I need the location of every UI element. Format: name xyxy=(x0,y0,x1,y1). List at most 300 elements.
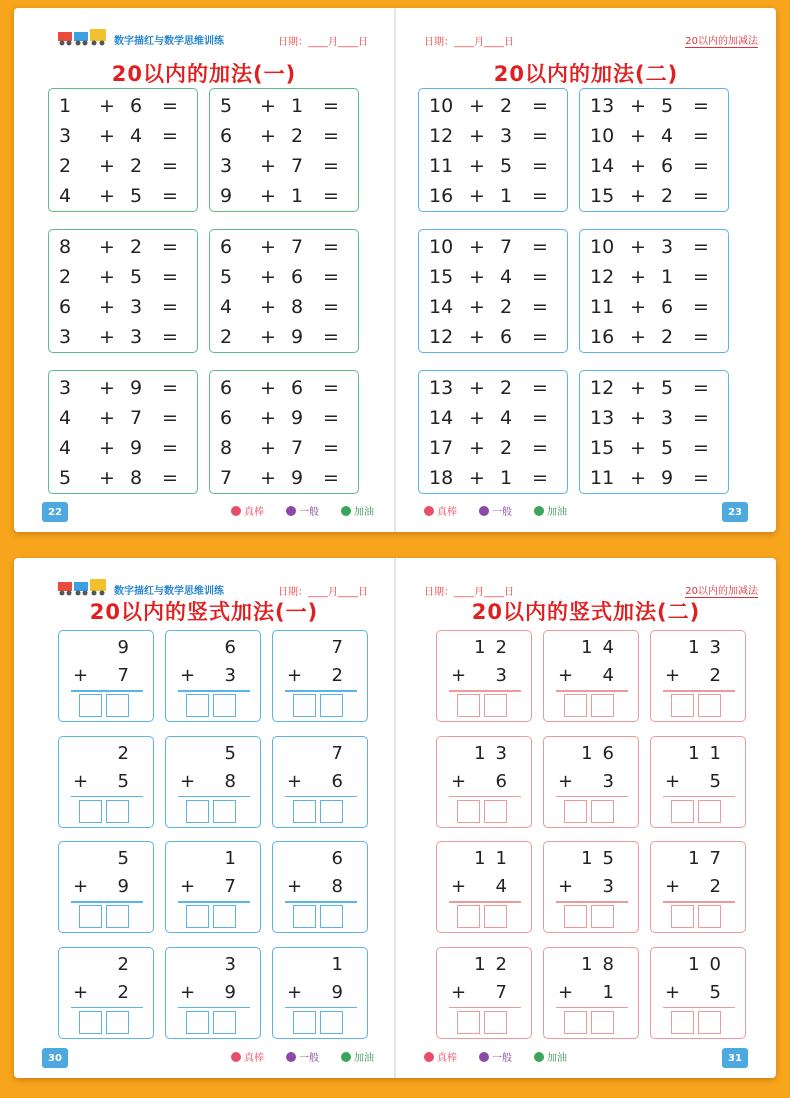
equation[interactable] xyxy=(59,403,185,433)
sum-line xyxy=(663,901,735,903)
exercise-box xyxy=(48,370,198,494)
equation[interactable] xyxy=(590,373,716,403)
page-footer xyxy=(14,1046,394,1068)
operand-b: 6 xyxy=(290,377,304,399)
answer-box[interactable] xyxy=(320,1011,343,1034)
operator: + xyxy=(99,377,115,399)
page-footer xyxy=(396,1046,776,1068)
equation[interactable] xyxy=(429,91,555,121)
rating-ok[interactable] xyxy=(286,503,319,518)
top-number: 6 xyxy=(224,637,246,658)
exercise-box xyxy=(579,229,729,353)
exercise-box xyxy=(418,370,568,494)
rating-cheer[interactable] xyxy=(534,1049,567,1064)
vertical-problem xyxy=(165,947,261,1039)
answer-box[interactable] xyxy=(484,905,507,928)
answer-box[interactable] xyxy=(186,800,209,823)
operand-b: 3 xyxy=(660,407,674,429)
operator: + xyxy=(99,95,115,117)
equation[interactable] xyxy=(590,403,716,433)
bottom-number: 9 xyxy=(331,981,353,1003)
sum-line xyxy=(663,1007,735,1009)
equals-sign: = xyxy=(323,266,339,288)
sum-line xyxy=(556,901,628,903)
top-number: 14 xyxy=(581,637,624,658)
operand-b: 4 xyxy=(499,266,513,288)
equals-sign: = xyxy=(693,236,709,258)
vertical-problem xyxy=(650,841,746,933)
operand-b: 2 xyxy=(660,185,674,207)
equals-sign: = xyxy=(532,266,548,288)
operator: + xyxy=(260,296,276,318)
answer-box[interactable] xyxy=(79,1011,102,1034)
operand-b: 1 xyxy=(290,95,304,117)
rating-cheer[interactable] xyxy=(341,503,374,518)
rating-label: 一般 xyxy=(492,1053,512,1064)
answer-box[interactable] xyxy=(106,905,129,928)
broccoli-icon xyxy=(341,1052,351,1062)
operator: + xyxy=(630,125,646,147)
answer-box[interactable] xyxy=(564,694,587,717)
answer-box[interactable] xyxy=(564,1011,587,1034)
rating-great[interactable] xyxy=(231,503,264,518)
equation[interactable] xyxy=(590,151,716,181)
equals-sign: = xyxy=(323,407,339,429)
equation[interactable] xyxy=(220,232,346,262)
series-title: 数字描红与数学思维训练 xyxy=(114,586,224,597)
equation[interactable] xyxy=(429,433,555,463)
date-field: 日期：____月____日 xyxy=(424,587,514,598)
answer-box[interactable] xyxy=(106,1011,129,1034)
equals-sign: = xyxy=(693,407,709,429)
vertical-problem xyxy=(58,736,154,828)
equals-sign: = xyxy=(532,326,548,348)
flower-icon xyxy=(231,506,241,516)
operator: + xyxy=(99,407,115,429)
grape-icon xyxy=(286,1052,296,1062)
answer-box[interactable] xyxy=(671,694,694,717)
vertical-problem xyxy=(650,630,746,722)
equals-sign: = xyxy=(162,437,178,459)
rating-ok[interactable] xyxy=(479,1049,512,1064)
page-title: 20以内的竖式加法(一) xyxy=(89,600,319,624)
rating-great[interactable] xyxy=(424,503,457,518)
operand-b: 3 xyxy=(129,326,143,348)
sum-line xyxy=(663,796,735,798)
operator: + xyxy=(469,296,485,318)
answer-box[interactable] xyxy=(671,1011,694,1034)
equals-sign: = xyxy=(532,95,548,117)
exercise-box xyxy=(418,229,568,353)
operator: + xyxy=(469,236,485,258)
top-number: 16 xyxy=(581,742,624,764)
answer-box[interactable] xyxy=(564,905,587,928)
answer-box[interactable] xyxy=(671,905,694,928)
equals-sign: = xyxy=(693,296,709,318)
sum-line xyxy=(663,690,735,692)
bottom-number: 8 xyxy=(331,876,353,897)
sum-line xyxy=(449,1007,521,1009)
operand-b: 3 xyxy=(129,296,143,318)
equals-sign: = xyxy=(693,185,709,207)
equation[interactable] xyxy=(590,292,716,322)
equals-sign: = xyxy=(162,326,178,348)
operator: + xyxy=(630,326,646,348)
operand-b: 5 xyxy=(660,95,674,117)
operand-a: 14 xyxy=(590,155,615,177)
sum-line xyxy=(285,690,357,692)
equation[interactable] xyxy=(429,463,555,493)
operator: + xyxy=(260,155,276,177)
equation[interactable] xyxy=(220,373,346,403)
equals-sign: = xyxy=(532,155,548,177)
vertical-problem xyxy=(543,841,639,933)
operand-b: 4 xyxy=(660,125,674,147)
operand-a: 11 xyxy=(429,155,454,177)
equation[interactable] xyxy=(429,373,555,403)
bottom-number: 4 xyxy=(495,876,517,897)
operand-a: 8 xyxy=(220,437,233,459)
flower-icon xyxy=(231,1052,241,1062)
exercise-box xyxy=(579,88,729,212)
equation[interactable] xyxy=(429,232,555,262)
operand-a: 5 xyxy=(59,467,72,489)
equation[interactable] xyxy=(220,433,346,463)
page-header xyxy=(14,24,394,48)
plus-sign: + xyxy=(558,665,574,686)
operand-a: 12 xyxy=(429,125,454,147)
answer-box[interactable] xyxy=(484,694,507,717)
equation[interactable] xyxy=(590,262,716,292)
bottom-number: 4 xyxy=(602,665,624,686)
sum-line xyxy=(71,1007,143,1009)
broccoli-icon xyxy=(534,1052,544,1062)
equation[interactable] xyxy=(429,262,555,292)
equals-sign: = xyxy=(532,296,548,318)
bottom-spread xyxy=(14,558,776,1078)
top-number: 18 xyxy=(581,953,624,975)
plus-sign: + xyxy=(180,770,196,792)
vertical-problem xyxy=(165,630,261,722)
operand-b: 1 xyxy=(660,266,674,288)
operand-b: 9 xyxy=(129,437,143,459)
operand-a: 6 xyxy=(220,377,233,399)
page-title: 20以内的加法(一) xyxy=(111,62,297,86)
equation[interactable] xyxy=(590,433,716,463)
equation[interactable] xyxy=(59,181,185,211)
answer-box[interactable] xyxy=(186,1011,209,1034)
page-31 xyxy=(396,558,776,1078)
answer-box[interactable] xyxy=(293,800,316,823)
operand-b: 7 xyxy=(290,236,304,258)
equation[interactable] xyxy=(590,91,716,121)
bottom-number: 5 xyxy=(117,770,139,792)
equation[interactable] xyxy=(429,403,555,433)
operand-b: 1 xyxy=(290,185,304,207)
equation[interactable] xyxy=(429,322,555,352)
equals-sign: = xyxy=(323,95,339,117)
rating-label: 加油 xyxy=(547,1053,567,1064)
operand-b: 2 xyxy=(129,155,143,177)
answer-box[interactable] xyxy=(457,800,480,823)
equals-sign: = xyxy=(532,407,548,429)
date-field: 日期：____月____日 xyxy=(424,37,514,48)
rating-label: 真棒 xyxy=(244,1053,264,1064)
operand-a: 3 xyxy=(59,125,72,147)
rating-legend xyxy=(424,503,567,518)
top-number: 3 xyxy=(224,953,246,975)
equation[interactable] xyxy=(59,463,185,493)
equation[interactable] xyxy=(220,91,346,121)
operator: + xyxy=(630,236,646,258)
equation[interactable] xyxy=(429,292,555,322)
operand-b: 9 xyxy=(290,326,304,348)
equation[interactable] xyxy=(590,463,716,493)
answer-box[interactable] xyxy=(213,694,236,717)
answer-box[interactable] xyxy=(320,800,343,823)
top-number: 13 xyxy=(688,637,731,658)
equation[interactable] xyxy=(59,322,185,352)
equals-sign: = xyxy=(323,437,339,459)
answer-box[interactable] xyxy=(186,905,209,928)
answer-box[interactable] xyxy=(79,905,102,928)
equation[interactable] xyxy=(59,292,185,322)
equation[interactable] xyxy=(59,262,185,292)
answer-box[interactable] xyxy=(293,905,316,928)
operator: + xyxy=(260,437,276,459)
answer-box[interactable] xyxy=(591,800,614,823)
operand-a: 2 xyxy=(59,155,72,177)
equation[interactable] xyxy=(590,121,716,151)
operand-b: 6 xyxy=(660,296,674,318)
equals-sign: = xyxy=(323,467,339,489)
rating-label: 一般 xyxy=(492,507,512,518)
operand-b: 8 xyxy=(290,296,304,318)
operand-b: 7 xyxy=(290,437,304,459)
operator: + xyxy=(99,155,115,177)
equation[interactable] xyxy=(220,151,346,181)
operand-a: 12 xyxy=(590,377,615,399)
operand-a: 1 xyxy=(59,95,72,117)
operand-a: 15 xyxy=(429,266,454,288)
answer-box[interactable] xyxy=(698,800,721,823)
operand-a: 6 xyxy=(59,296,72,318)
rating-great[interactable] xyxy=(231,1049,264,1064)
equals-sign: = xyxy=(532,467,548,489)
equation[interactable] xyxy=(59,91,185,121)
page-23 xyxy=(396,8,776,532)
answer-box[interactable] xyxy=(106,694,129,717)
grape-icon xyxy=(479,506,489,516)
answer-box[interactable] xyxy=(698,1011,721,1034)
equation[interactable] xyxy=(220,403,346,433)
operator: + xyxy=(630,185,646,207)
answer-box[interactable] xyxy=(106,800,129,823)
operand-a: 16 xyxy=(590,326,615,348)
answer-box[interactable] xyxy=(484,1011,507,1034)
vertical-problem xyxy=(272,630,368,722)
top-number: 17 xyxy=(688,848,731,869)
plus-sign: + xyxy=(287,876,303,897)
sum-line xyxy=(178,901,250,903)
rating-label: 加油 xyxy=(354,507,374,518)
exercise-box xyxy=(209,229,359,353)
rating-cheer[interactable] xyxy=(341,1049,374,1064)
rating-great[interactable] xyxy=(424,1049,457,1064)
equals-sign: = xyxy=(693,467,709,489)
equals-sign: = xyxy=(162,467,178,489)
operator: + xyxy=(260,236,276,258)
bottom-number: 5 xyxy=(709,770,731,792)
plus-sign: + xyxy=(665,876,681,897)
answer-box[interactable] xyxy=(293,1011,316,1034)
equation[interactable] xyxy=(590,181,716,211)
equation[interactable] xyxy=(220,121,346,151)
bottom-number: 3 xyxy=(224,665,246,686)
vertical-problem xyxy=(272,947,368,1039)
answer-box[interactable] xyxy=(671,800,694,823)
page-number: 31 xyxy=(722,1048,748,1068)
operand-a: 7 xyxy=(220,467,233,489)
operator: + xyxy=(260,95,276,117)
sum-line xyxy=(71,690,143,692)
page-footer xyxy=(14,500,394,522)
vertical-problem xyxy=(436,841,532,933)
top-number: 5 xyxy=(224,742,246,764)
operand-a: 5 xyxy=(220,95,233,117)
plus-sign: + xyxy=(180,665,196,686)
operand-a: 4 xyxy=(59,437,72,459)
operator: + xyxy=(469,185,485,207)
vertical-problem xyxy=(436,630,532,722)
operand-a: 15 xyxy=(590,437,615,459)
answer-box[interactable] xyxy=(484,800,507,823)
answer-box[interactable] xyxy=(213,905,236,928)
rating-label: 真棒 xyxy=(437,507,457,518)
answer-box[interactable] xyxy=(591,905,614,928)
equation[interactable] xyxy=(220,181,346,211)
top-number: 12 xyxy=(474,953,517,975)
plus-sign: + xyxy=(73,770,89,792)
operand-b: 3 xyxy=(660,236,674,258)
operator: + xyxy=(630,155,646,177)
answer-box[interactable] xyxy=(591,1011,614,1034)
operator: + xyxy=(630,467,646,489)
operator: + xyxy=(469,377,485,399)
exercise-box xyxy=(579,370,729,494)
rating-legend xyxy=(231,503,374,518)
bottom-number: 2 xyxy=(709,876,731,897)
equation[interactable] xyxy=(429,181,555,211)
answer-box[interactable] xyxy=(213,1011,236,1034)
equals-sign: = xyxy=(162,407,178,429)
answer-box[interactable] xyxy=(293,694,316,717)
answer-box[interactable] xyxy=(564,800,587,823)
equation[interactable] xyxy=(220,292,346,322)
answer-box[interactable] xyxy=(79,694,102,717)
answer-box[interactable] xyxy=(186,694,209,717)
rating-cheer[interactable] xyxy=(534,503,567,518)
sum-line xyxy=(285,901,357,903)
plus-sign: + xyxy=(665,981,681,1003)
answer-box[interactable] xyxy=(457,694,480,717)
equals-sign: = xyxy=(693,437,709,459)
answer-box[interactable] xyxy=(698,905,721,928)
plus-sign: + xyxy=(558,770,574,792)
rating-ok[interactable] xyxy=(286,1049,319,1064)
equation[interactable] xyxy=(590,322,716,352)
operand-a: 13 xyxy=(590,95,615,117)
equals-sign: = xyxy=(532,377,548,399)
equation[interactable] xyxy=(220,463,346,493)
top-number: 6 xyxy=(331,848,353,869)
vertical-problem xyxy=(543,630,639,722)
answer-box[interactable] xyxy=(591,694,614,717)
train-icon xyxy=(56,576,110,596)
equation[interactable] xyxy=(59,232,185,262)
equation[interactable] xyxy=(59,121,185,151)
equation[interactable] xyxy=(59,373,185,403)
plus-sign: + xyxy=(665,770,681,792)
broccoli-icon xyxy=(341,506,351,516)
operand-a: 3 xyxy=(59,377,72,399)
bottom-number: 2 xyxy=(331,665,353,686)
equals-sign: = xyxy=(162,185,178,207)
answer-box[interactable] xyxy=(320,905,343,928)
vertical-problem xyxy=(272,841,368,933)
equation[interactable] xyxy=(429,121,555,151)
operator: + xyxy=(260,377,276,399)
equation[interactable] xyxy=(220,262,346,292)
answer-box[interactable] xyxy=(698,694,721,717)
bottom-number: 7 xyxy=(117,665,139,686)
equals-sign: = xyxy=(532,185,548,207)
vertical-problem xyxy=(543,947,639,1039)
operand-a: 12 xyxy=(590,266,615,288)
operand-a: 5 xyxy=(220,266,233,288)
equals-sign: = xyxy=(162,266,178,288)
bottom-number: 2 xyxy=(709,665,731,686)
top-number: 11 xyxy=(474,848,517,869)
answer-box[interactable] xyxy=(79,800,102,823)
sum-line xyxy=(71,796,143,798)
operator: + xyxy=(260,467,276,489)
answer-box[interactable] xyxy=(457,905,480,928)
vertical-problem xyxy=(165,736,261,828)
operator: + xyxy=(469,125,485,147)
equation[interactable] xyxy=(220,322,346,352)
equation[interactable] xyxy=(429,151,555,181)
operator: + xyxy=(469,95,485,117)
sum-line xyxy=(178,796,250,798)
operator: + xyxy=(99,326,115,348)
operand-b: 2 xyxy=(660,326,674,348)
equation[interactable] xyxy=(590,232,716,262)
bottom-number: 5 xyxy=(709,981,731,1003)
rating-ok[interactable] xyxy=(479,503,512,518)
equation[interactable] xyxy=(59,151,185,181)
top-spread xyxy=(14,8,776,532)
vertical-problem xyxy=(436,947,532,1039)
equation[interactable] xyxy=(59,433,185,463)
operand-b: 4 xyxy=(499,407,513,429)
answer-box[interactable] xyxy=(213,800,236,823)
plus-sign: + xyxy=(558,981,574,1003)
equals-sign: = xyxy=(693,377,709,399)
answer-box[interactable] xyxy=(320,694,343,717)
answer-box[interactable] xyxy=(457,1011,480,1034)
operand-a: 4 xyxy=(59,185,72,207)
